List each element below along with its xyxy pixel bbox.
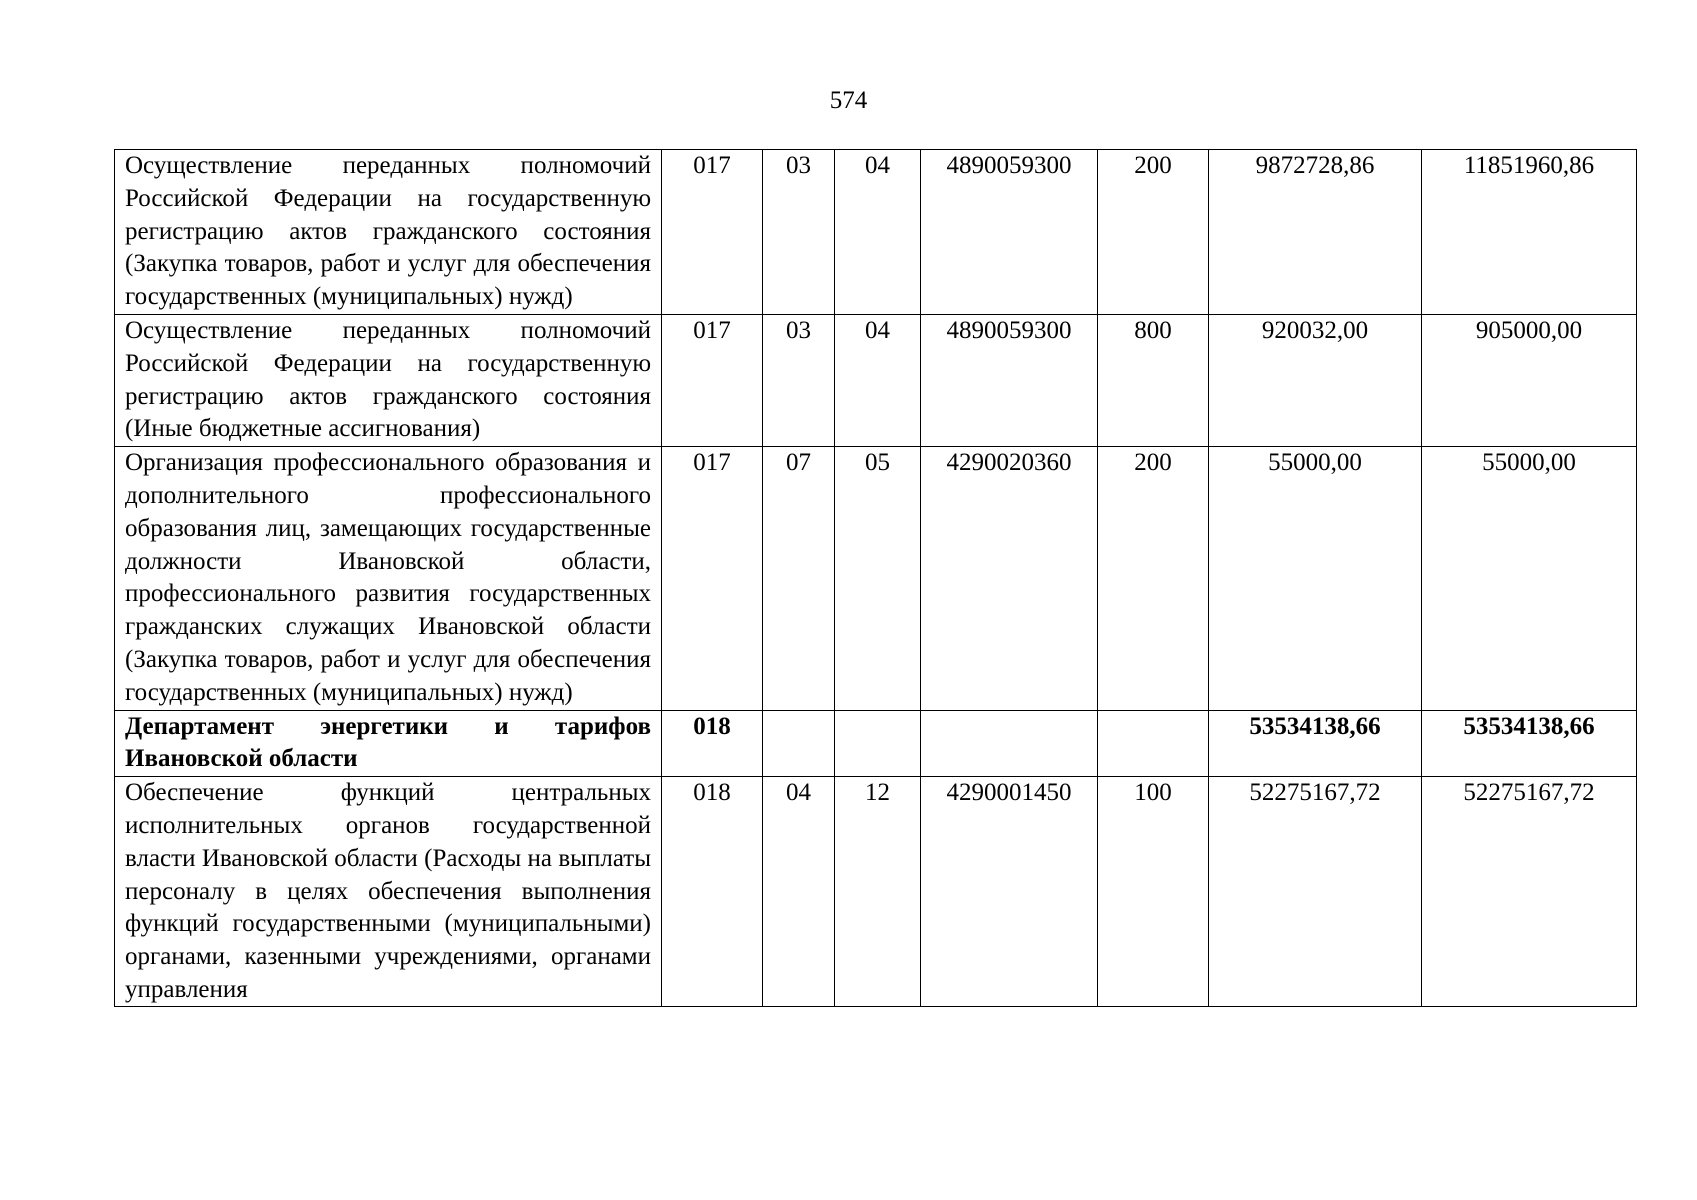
row-description: Департамент энергетики и тарифов Ивановской области: [115, 710, 662, 777]
subsection-code: 12: [835, 777, 921, 1007]
row-description: Организация профессионального образования и дополнительного профессионального образования лиц, замещающих государственные должности Ивановской области, профессионального развития государственных гражданских служащих Ивановской области (Закупка товаров, работ и услуг для обеспечения государственных (муниципальных) нужд): [115, 447, 662, 710]
target-article-code: 4890059300: [921, 314, 1098, 446]
ministry-code: 018: [662, 710, 763, 777]
amount-1: 55000,00: [1209, 447, 1422, 710]
ministry-code: 017: [662, 150, 763, 315]
amount-2: 55000,00: [1422, 447, 1637, 710]
expense-type-code: 200: [1098, 447, 1209, 710]
table-row: [115, 777, 1637, 1007]
table-row: [115, 314, 1637, 446]
expense-type-code: [1098, 710, 1209, 777]
target-article-code: [921, 710, 1098, 777]
amount-1: 52275167,72: [1209, 777, 1422, 1007]
target-article-code: 4290001450: [921, 777, 1098, 1007]
amount-1: 53534138,66: [1209, 710, 1422, 777]
amount-2: 52275167,72: [1422, 777, 1637, 1007]
amount-1: 920032,00: [1209, 314, 1422, 446]
row-description: Осуществление переданных полномочий Российской Федерации на государственную регистрацию актов гражданского состояния (Иные бюджетные ассигнования): [115, 314, 662, 446]
table-row: [115, 150, 1637, 315]
ministry-code: 017: [662, 447, 763, 710]
subsection-code: 04: [835, 314, 921, 446]
amount-2: 905000,00: [1422, 314, 1637, 446]
amount-1: 9872728,86: [1209, 150, 1422, 315]
row-description: Обеспечение функций центральных исполнительных органов государственной власти Ивановской области (Расходы на выплаты персоналу в целях обеспечения выполнения функций государственными (муниципальными) органами, казенными учреждениями, органами управления: [115, 777, 662, 1007]
subsection-code: [835, 710, 921, 777]
ministry-code: 017: [662, 314, 763, 446]
target-article-code: 4890059300: [921, 150, 1098, 315]
subsection-code: 05: [835, 447, 921, 710]
section-code: 07: [763, 447, 835, 710]
subsection-code: 04: [835, 150, 921, 315]
page-number: 574: [829, 87, 868, 114]
expense-type-code: 800: [1098, 314, 1209, 446]
amount-2: 53534138,66: [1422, 710, 1637, 777]
table-row: [115, 447, 1637, 710]
section-code: 03: [763, 314, 835, 446]
expense-type-code: 100: [1098, 777, 1209, 1007]
section-code: [763, 710, 835, 777]
expense-type-code: 200: [1098, 150, 1209, 315]
amount-2: 11851960,86: [1422, 150, 1637, 315]
budget-table: [114, 149, 1637, 1007]
section-code: 04: [763, 777, 835, 1007]
section-code: 03: [763, 150, 835, 315]
ministry-code: 018: [662, 777, 763, 1007]
table-row-department: [115, 710, 1637, 777]
target-article-code: 4290020360: [921, 447, 1098, 710]
row-description: Осуществление переданных полномочий Российской Федерации на государственную регистрацию актов гражданского состояния (Закупка товаров, работ и услуг для обеспечения государственных (муниципальных) нужд): [115, 150, 662, 315]
